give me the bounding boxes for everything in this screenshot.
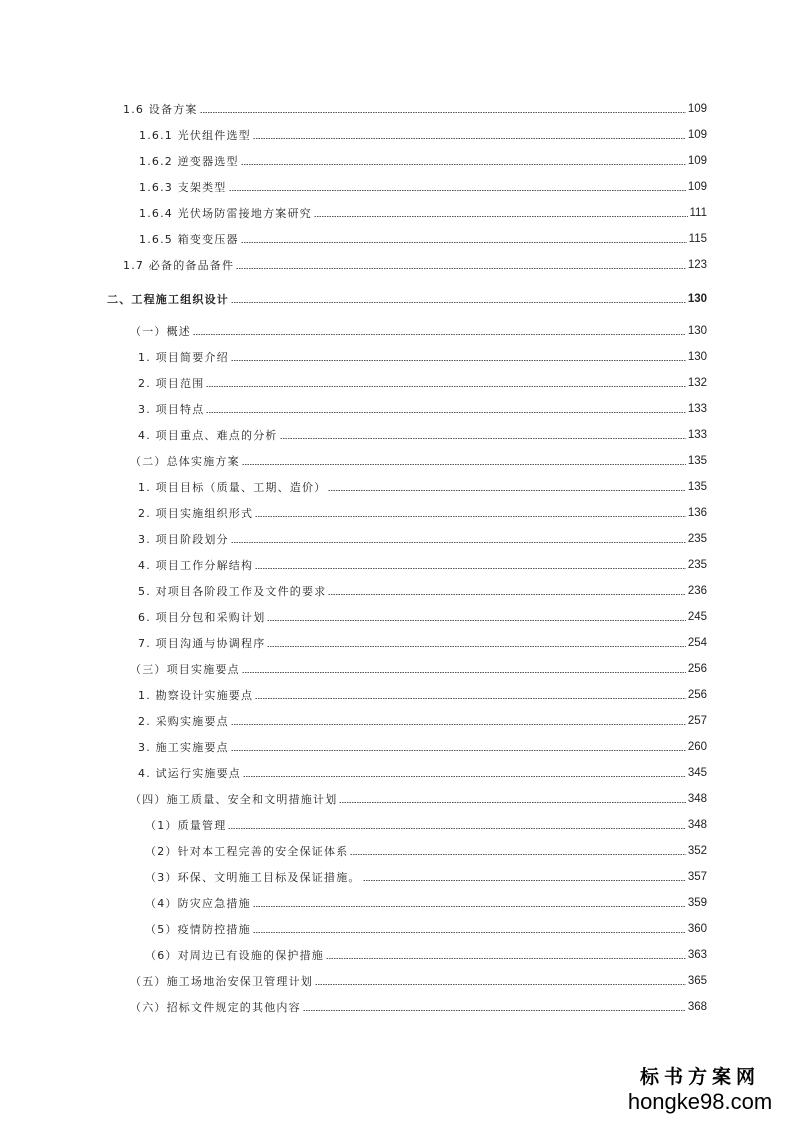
watermark-logo xyxy=(620,1064,780,1114)
toc-dot-leader xyxy=(241,242,687,243)
toc-entry-title: 1.6 设备方案 xyxy=(123,103,198,116)
toc-entry-page-number: 109 xyxy=(687,181,707,193)
toc-dot-leader xyxy=(303,1010,686,1011)
toc-entry-page-number: 109 xyxy=(687,129,707,141)
toc-entry-page-number: 254 xyxy=(687,637,707,649)
toc-entry[interactable] xyxy=(0,630,794,656)
toc-dot-leader xyxy=(255,516,686,517)
toc-entry[interactable] xyxy=(0,474,794,500)
toc-entry[interactable] xyxy=(0,864,794,890)
toc-dot-leader xyxy=(206,386,685,387)
toc-dot-leader xyxy=(236,268,686,269)
toc-entry-page-number: 132 xyxy=(687,377,707,389)
toc-entry[interactable] xyxy=(0,656,794,682)
toc-entry-title: 1. 项目简要介绍 xyxy=(138,351,229,364)
toc-entry-title: （2）针对本工程完善的安全保证体系 xyxy=(145,845,349,858)
toc-entry-page-number: 109 xyxy=(687,155,707,167)
toc-dot-leader xyxy=(242,672,686,673)
toc-dot-leader xyxy=(241,164,686,165)
toc-dot-leader xyxy=(339,802,685,803)
toc-entry[interactable] xyxy=(0,578,794,604)
toc-dot-leader xyxy=(231,750,686,751)
watermark-title: 标书方案网 xyxy=(639,1066,760,1088)
toc-dot-leader xyxy=(328,594,685,595)
toc-entry-title: （5）疫情防控措施 xyxy=(145,923,251,936)
toc-entry[interactable] xyxy=(0,200,794,226)
toc-entry-title: 1.6.3 支架类型 xyxy=(139,181,227,194)
toc-entry-title: （六）招标文件规定的其他内容 xyxy=(130,1001,301,1014)
toc-entry-title: 2. 采购实施要点 xyxy=(138,715,229,728)
toc-entry-title: 1. 勘察设计实施要点 xyxy=(138,689,254,702)
toc-dot-leader xyxy=(231,542,686,543)
toc-entry[interactable] xyxy=(0,448,794,474)
toc-entry-page-number: 115 xyxy=(688,233,707,245)
toc-entry[interactable] xyxy=(0,526,794,552)
toc-dot-leader xyxy=(253,932,686,933)
toc-entry[interactable] xyxy=(0,994,794,1020)
toc-entry-page-number: 133 xyxy=(687,403,707,415)
toc-entry-title: （3）环保、文明施工目标及保证措施。 xyxy=(145,871,361,884)
toc-entry-page-number: 256 xyxy=(687,663,707,675)
toc-entry-page-number: 348 xyxy=(687,793,707,805)
toc-entry[interactable] xyxy=(0,604,794,630)
toc-dot-leader xyxy=(314,216,688,217)
toc-entry-title: 4. 项目重点、难点的分析 xyxy=(138,429,278,442)
toc-entry-title: 3. 项目阶段划分 xyxy=(138,533,229,546)
toc-entry-page-number: 357 xyxy=(687,871,707,883)
toc-dot-leader xyxy=(253,906,686,907)
toc-entry-page-number: 260 xyxy=(687,741,707,753)
toc-entry[interactable] xyxy=(0,96,794,122)
toc-entry-title: 3. 施工实施要点 xyxy=(138,741,229,754)
toc-entry-page-number: 136 xyxy=(687,507,707,519)
toc-entry[interactable] xyxy=(0,122,794,148)
toc-dot-leader xyxy=(243,776,686,777)
toc-entry-page-number: 123 xyxy=(687,259,707,271)
toc-entry-page-number: 111 xyxy=(689,207,707,219)
toc-entry-page-number: 359 xyxy=(687,897,707,909)
toc-entry-title: 6. 项目分包和采购计划 xyxy=(138,611,266,624)
toc-dot-leader xyxy=(267,646,685,647)
toc-dot-leader xyxy=(280,438,686,439)
toc-entry[interactable] xyxy=(0,890,794,916)
toc-entry-title: 7. 项目沟通与协调程序 xyxy=(138,637,266,650)
toc-entry-title: 4. 试运行实施要点 xyxy=(138,767,241,780)
toc-entry[interactable] xyxy=(0,786,794,812)
toc-dot-leader xyxy=(255,698,686,699)
toc-entry-page-number: 368 xyxy=(687,1001,707,1013)
toc-entry-title: （二）总体实施方案 xyxy=(130,455,240,468)
toc-entry-page-number: 130 xyxy=(687,293,707,305)
toc-dot-leader xyxy=(193,334,686,335)
toc-entry-page-number: 235 xyxy=(687,559,707,571)
toc-entry-title: 1.7 必备的备品备件 xyxy=(123,259,235,272)
table-of-contents xyxy=(0,96,794,1020)
toc-entry-title: 5. 对项目各阶段工作及文件的要求 xyxy=(138,585,327,598)
toc-entry-page-number: 348 xyxy=(687,819,707,831)
toc-entry-page-number: 235 xyxy=(687,533,707,545)
toc-entry-page-number: 236 xyxy=(687,585,707,597)
toc-dot-leader xyxy=(363,880,686,881)
toc-dot-leader xyxy=(267,620,685,621)
toc-entry-page-number: 245 xyxy=(687,611,707,623)
toc-entry[interactable] xyxy=(0,286,794,312)
toc-entry-page-number: 135 xyxy=(687,455,707,467)
watermark-url: hongke98.com xyxy=(627,1089,773,1114)
toc-entry-title: 1.6.2 逆变器选型 xyxy=(139,155,239,168)
toc-entry-title: 1.6.5 箱变变压器 xyxy=(139,233,239,246)
toc-entry[interactable] xyxy=(0,552,794,578)
toc-entry-title: 1. 项目目标（质量、工期、造价） xyxy=(138,481,327,494)
toc-entry-title: （4）防灾应急措施 xyxy=(145,897,251,910)
toc-dot-leader xyxy=(231,724,686,725)
toc-dot-leader xyxy=(350,854,685,855)
toc-entry[interactable] xyxy=(0,682,794,708)
toc-entry-title: 2. 项目范围 xyxy=(138,377,205,390)
toc-entry-page-number: 130 xyxy=(687,351,707,363)
toc-entry-page-number: 109 xyxy=(687,103,707,115)
toc-entry-title: 4. 项目工作分解结构 xyxy=(138,559,254,572)
toc-entry-title: （6）对周边已有设施的保护措施 xyxy=(145,949,324,962)
toc-dot-leader xyxy=(326,958,686,959)
toc-entry-page-number: 256 xyxy=(687,689,707,701)
toc-dot-leader xyxy=(229,190,686,191)
toc-dot-leader xyxy=(231,360,686,361)
toc-entry-title: （一）概述 xyxy=(130,325,191,338)
toc-entry[interactable] xyxy=(0,422,794,448)
toc-entry[interactable] xyxy=(0,396,794,422)
toc-entry[interactable] xyxy=(0,344,794,370)
toc-dot-leader xyxy=(253,138,686,139)
toc-entry[interactable] xyxy=(0,734,794,760)
toc-entry[interactable] xyxy=(0,318,794,344)
toc-entry-title: 1.6.1 光伏组件选型 xyxy=(139,129,251,142)
toc-entry-page-number: 363 xyxy=(687,949,707,961)
toc-entry-page-number: 365 xyxy=(687,975,707,987)
toc-entry[interactable] xyxy=(0,760,794,786)
toc-dot-leader xyxy=(255,568,686,569)
toc-dot-leader xyxy=(231,302,686,303)
toc-entry[interactable] xyxy=(0,708,794,734)
toc-entry[interactable] xyxy=(0,916,794,942)
toc-dot-leader xyxy=(228,828,685,829)
toc-entry-title: 1.6.4 光伏场防雷接地方案研究 xyxy=(139,207,312,220)
toc-entry[interactable] xyxy=(0,838,794,864)
toc-entry[interactable] xyxy=(0,500,794,526)
toc-entry[interactable] xyxy=(0,370,794,396)
toc-dot-leader xyxy=(328,490,685,491)
toc-entry-page-number: 130 xyxy=(687,325,707,337)
toc-dot-leader xyxy=(200,112,686,113)
toc-entry-page-number: 360 xyxy=(687,923,707,935)
toc-entry[interactable] xyxy=(0,174,794,200)
toc-entry-title: 2. 项目实施组织形式 xyxy=(138,507,254,520)
toc-dot-leader xyxy=(242,464,686,465)
toc-entry[interactable] xyxy=(0,812,794,838)
toc-entry-page-number: 345 xyxy=(687,767,707,779)
toc-dot-leader xyxy=(206,412,685,413)
toc-entry[interactable] xyxy=(0,942,794,968)
toc-entry-page-number: 257 xyxy=(687,715,707,727)
toc-entry-page-number: 352 xyxy=(687,845,707,857)
toc-entry-page-number: 133 xyxy=(687,429,707,441)
toc-entry[interactable] xyxy=(0,252,794,278)
toc-entry-title: （五）施工场地治安保卫管理计划 xyxy=(130,975,313,988)
toc-entry-title: 3. 项目特点 xyxy=(138,403,205,416)
toc-entry-title: （三）项目实施要点 xyxy=(130,663,240,676)
toc-entry-page-number: 135 xyxy=(687,481,707,493)
toc-entry[interactable] xyxy=(0,968,794,994)
toc-entry[interactable] xyxy=(0,148,794,174)
toc-entry[interactable] xyxy=(0,226,794,252)
toc-entry-title: （四）施工质量、安全和文明措施计划 xyxy=(130,793,338,806)
toc-dot-leader xyxy=(315,984,686,985)
toc-entry-title: 二、工程施工组织设计 xyxy=(107,293,229,306)
toc-entry-title: （1）质量管理 xyxy=(145,819,227,832)
